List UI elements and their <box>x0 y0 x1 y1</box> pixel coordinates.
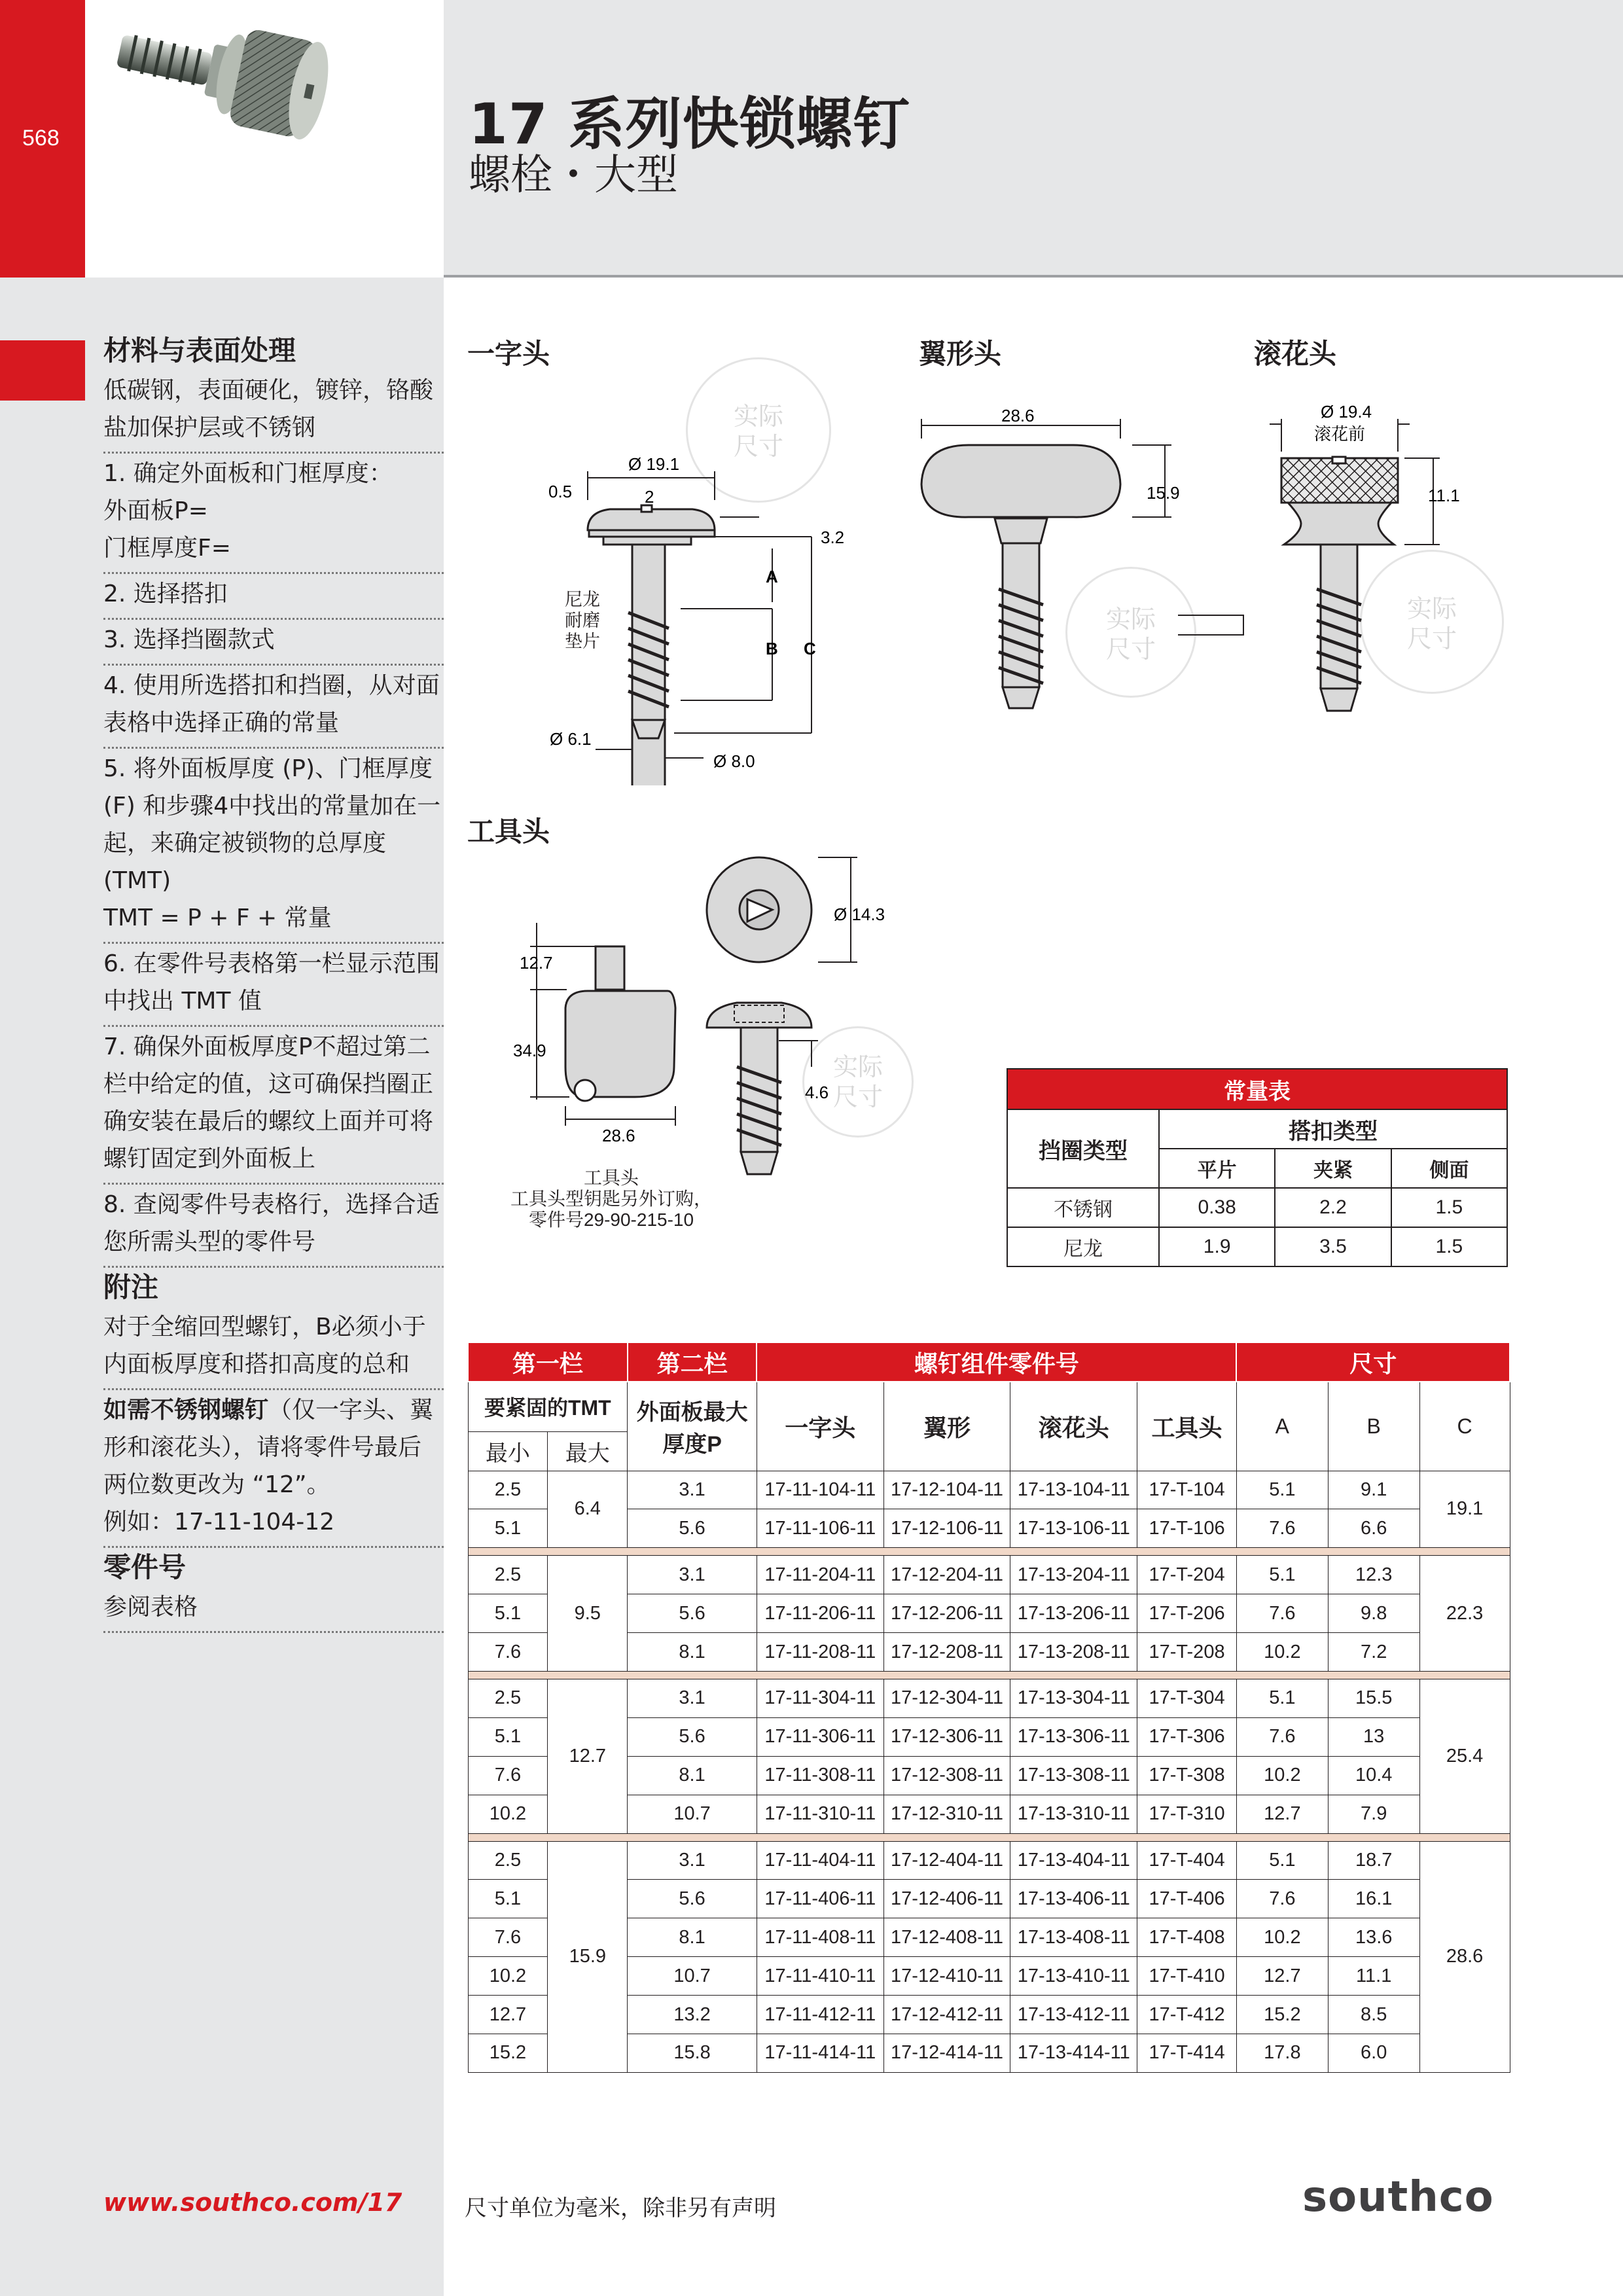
dim-a: A <box>766 567 778 586</box>
tool-caption-1: 工具头 <box>583 1168 639 1188</box>
dim-b-value: 7.9 <box>1328 1795 1419 1833</box>
part-slot: 17-11-204-11 <box>757 1556 883 1594</box>
part-slot: 17-11-410-11 <box>757 1957 883 1996</box>
product-photo <box>85 0 444 278</box>
part-slot: 17-11-404-11 <box>757 1841 883 1880</box>
part-knurl: 17-13-208-11 <box>1010 1633 1137 1672</box>
part-slot: 17-11-310-11 <box>757 1795 883 1833</box>
group-separator-cell <box>468 1671 1510 1679</box>
knurled-head-label: 滚花头 <box>1254 338 1337 370</box>
part-slot: 17-11-106-11 <box>757 1509 883 1548</box>
tmt-min: 10.2 <box>468 1795 548 1833</box>
part-wing: 17-12-208-11 <box>883 1633 1010 1672</box>
panel-thickness: 10.7 <box>628 1957 757 1996</box>
part-tool: 17-T-414 <box>1137 2034 1237 2072</box>
footer-url[interactable]: www.southco.com/17 <box>103 2188 402 2217</box>
part-tool: 17-T-410 <box>1137 1957 1237 1996</box>
dim-a-value: 10.2 <box>1236 1756 1328 1795</box>
tool-caption-3: 零件号29-90-215-10 <box>528 1210 694 1230</box>
constant-row <box>1007 1227 1507 1266</box>
part-slot: 17-11-208-11 <box>757 1633 883 1672</box>
col-retainer-type: 挡圈类型 <box>1007 1109 1159 1188</box>
tmt-min: 7.6 <box>468 1633 548 1672</box>
page-number: 568 <box>22 126 60 151</box>
dim-b-value: 16.1 <box>1328 1880 1419 1918</box>
dim-a-value: 15.2 <box>1236 1996 1328 2034</box>
tmt-min: 2.5 <box>468 1471 548 1509</box>
header-slot: 一字头 <box>757 1382 883 1471</box>
header-dims: 尺寸 <box>1236 1342 1510 1382</box>
constant-table <box>1007 1068 1508 1267</box>
dim-diameter-8-0: Ø 8.0 <box>713 751 755 771</box>
header-wing: 翼形 <box>883 1382 1010 1471</box>
part-wing: 17-12-410-11 <box>883 1957 1010 1996</box>
dim-a-value: 5.1 <box>1236 1471 1328 1509</box>
constant-value: 0.38 <box>1159 1188 1275 1227</box>
panel-thickness: 3.1 <box>628 1556 757 1594</box>
dim-a-value: 5.1 <box>1236 1556 1328 1594</box>
tmt-min: 7.6 <box>468 1756 548 1795</box>
table-row <box>468 1679 1510 1717</box>
part-slot: 17-11-408-11 <box>757 1918 883 1957</box>
part-wing: 17-12-306-11 <box>883 1717 1010 1756</box>
constant-table-title: 常量表 <box>1007 1069 1507 1109</box>
tmt-min: 10.2 <box>468 1957 548 1996</box>
panel-thickness: 8.1 <box>628 1918 757 1957</box>
part-table-body <box>468 1471 1510 2072</box>
panel-thickness: 8.1 <box>628 1633 757 1672</box>
tmt-min: 5.1 <box>468 1594 548 1633</box>
part-tool: 17-T-308 <box>1137 1756 1237 1795</box>
step-3: 3. 选择挡圈款式 <box>103 620 444 666</box>
dim-28-6: 28.6 <box>1001 406 1035 425</box>
part-tool: 17-T-310 <box>1137 1795 1237 1833</box>
sidebar-materials <box>103 331 444 1633</box>
dim-b-value: 12.3 <box>1328 1556 1419 1594</box>
part-slot: 17-11-412-11 <box>757 1996 883 2034</box>
dim-b: B <box>766 639 778 658</box>
part-wing: 17-12-404-11 <box>883 1841 1010 1880</box>
note-3: 例如：17-11-104-12 <box>103 1509 335 1535</box>
latch-clamp: 夹紧 <box>1275 1149 1391 1188</box>
tmt-min: 15.2 <box>468 2034 548 2072</box>
part-tool: 17-T-404 <box>1137 1841 1237 1880</box>
part-tool: 17-T-106 <box>1137 1509 1237 1548</box>
retainer-name: 尼龙 <box>1007 1227 1159 1266</box>
tool-caption-2: 工具头型钥匙另外订购， <box>510 1189 712 1209</box>
constant-value: 3.5 <box>1275 1227 1391 1266</box>
dim-a-value: 10.2 <box>1236 1633 1328 1672</box>
note-2-bold: 如需不锈钢螺钉 <box>103 1397 269 1424</box>
dim-b-value: 7.2 <box>1328 1633 1419 1672</box>
part-tool: 17-T-208 <box>1137 1633 1237 1672</box>
part-knurl: 17-13-414-11 <box>1010 2034 1137 2072</box>
part-wing: 17-12-304-11 <box>883 1679 1010 1717</box>
dim-a-value: 7.6 <box>1236 1594 1328 1633</box>
dim-a-value: 12.7 <box>1236 1795 1328 1833</box>
part-tool: 17-T-408 <box>1137 1918 1237 1957</box>
part-slot: 17-11-104-11 <box>757 1471 883 1509</box>
panel-thickness: 3.1 <box>628 1679 757 1717</box>
dim-c-value: 28.6 <box>1419 1841 1510 2072</box>
part-number-table <box>467 1342 1510 2073</box>
part-slot: 17-11-306-11 <box>757 1717 883 1756</box>
constant-value: 1.5 <box>1391 1227 1507 1266</box>
latch-flat: 平片 <box>1159 1149 1275 1188</box>
part-wing: 17-12-106-11 <box>883 1509 1010 1548</box>
dim-a-value: 7.6 <box>1236 1717 1328 1756</box>
dim-b-value: 6.6 <box>1328 1509 1419 1548</box>
part-wing: 17-12-414-11 <box>883 2034 1010 2072</box>
group-separator <box>468 1833 1510 1841</box>
notes-heading: 附注 <box>103 1271 159 1303</box>
constant-row <box>1007 1188 1507 1227</box>
panel-thickness: 5.6 <box>628 1509 757 1548</box>
part-wing: 17-12-408-11 <box>883 1918 1010 1957</box>
dim-3-2: 3.2 <box>821 528 845 547</box>
step-4: 4. 使用所选搭扣和挡圈，从对面表格中选择正确的常量 <box>103 666 444 749</box>
part-knurl: 17-13-206-11 <box>1010 1594 1137 1633</box>
constant-value: 2.2 <box>1275 1188 1391 1227</box>
tool-head-label: 工具头 <box>467 816 550 848</box>
header-divider <box>444 275 1623 278</box>
tmt-max: 12.7 <box>548 1679 628 1833</box>
panel-thickness: 3.1 <box>628 1471 757 1509</box>
part-tool: 17-T-104 <box>1137 1471 1237 1509</box>
part-knurl: 17-13-412-11 <box>1010 1996 1137 2034</box>
page-title: 17 系列快锁螺钉 <box>469 92 910 157</box>
southco-logo: southco <box>1302 2173 1494 2221</box>
part-wing: 17-12-406-11 <box>883 1880 1010 1918</box>
tmt-min: 2.5 <box>468 1556 548 1594</box>
wing-head-drawing <box>910 406 1250 746</box>
tmt-max: 15.9 <box>548 1841 628 2072</box>
header-min: 最小 <box>468 1431 548 1471</box>
part-knurl: 17-13-406-11 <box>1010 1880 1137 1918</box>
part-wing: 17-12-308-11 <box>883 1756 1010 1795</box>
latch-side: 侧面 <box>1391 1149 1507 1188</box>
dim-a-value: 5.1 <box>1236 1841 1328 1880</box>
header-col1: 第一栏 <box>468 1342 628 1382</box>
header-max: 最大 <box>548 1431 628 1471</box>
step-5-text: 5. 将外面板厚度 (P)、门框厚度 (F) 和步骤4中找出的常量加在一起，来确定被锁物的总厚度(TMT) <box>103 755 441 894</box>
constant-value: 1.5 <box>1391 1188 1507 1227</box>
header-knurl: 滚花头 <box>1010 1382 1137 1471</box>
part-knurl: 17-13-204-11 <box>1010 1556 1137 1594</box>
part-tool: 17-T-304 <box>1137 1679 1237 1717</box>
actual-size-stamp: 实际 尺寸 <box>1065 567 1196 698</box>
part-tool: 17-T-206 <box>1137 1594 1237 1633</box>
dim-b-value: 11.1 <box>1328 1957 1419 1996</box>
part-wing: 17-12-206-11 <box>883 1594 1010 1633</box>
constant-value: 1.9 <box>1159 1227 1275 1266</box>
group-separator <box>468 1671 1510 1679</box>
part-tool: 17-T-412 <box>1137 1996 1237 2034</box>
tmt-min: 2.5 <box>468 1841 548 1880</box>
header-col2: 第二栏 <box>628 1342 757 1382</box>
dim-15-9: 15.9 <box>1147 483 1180 503</box>
header-tmt: 要紧固的TMT <box>468 1382 628 1431</box>
dim-12-7: 12.7 <box>520 953 553 973</box>
dim-b-value: 18.7 <box>1328 1841 1419 1880</box>
step-1 <box>103 454 444 574</box>
materials-heading: 材料与表面处理 <box>103 334 296 367</box>
tmt-min: 2.5 <box>468 1679 548 1717</box>
slot-head-label: 一字头 <box>467 338 550 370</box>
part-slot: 17-11-206-11 <box>757 1594 883 1633</box>
retainer-name: 不锈钢 <box>1007 1188 1159 1227</box>
panel-thickness: 15.8 <box>628 2034 757 2072</box>
dim-a-value: 7.6 <box>1236 1509 1328 1548</box>
dim-b-value: 6.0 <box>1328 2034 1419 2072</box>
step-5 <box>103 749 444 944</box>
dim-c-value: 25.4 <box>1419 1679 1510 1833</box>
header-c: C <box>1419 1382 1510 1471</box>
parts-text: 参阅表格 <box>103 1587 444 1633</box>
group-separator-cell <box>468 1833 1510 1841</box>
panel-thickness: 5.6 <box>628 1880 757 1918</box>
page-subtitle: 螺栓・大型 <box>469 151 678 200</box>
tmt-min: 5.1 <box>468 1509 548 1548</box>
header-a: A <box>1236 1382 1328 1471</box>
part-knurl: 17-13-410-11 <box>1010 1957 1137 1996</box>
table-row <box>468 1556 1510 1594</box>
tmt-min: 7.6 <box>468 1918 548 1957</box>
dim-c: C <box>804 639 816 658</box>
part-knurl: 17-13-408-11 <box>1010 1918 1137 1957</box>
dim-diameter-19-1: Ø 19.1 <box>628 454 680 474</box>
part-slot: 17-11-406-11 <box>757 1880 883 1918</box>
part-knurl: 17-13-106-11 <box>1010 1509 1137 1548</box>
dim-a-value: 17.8 <box>1236 2034 1328 2072</box>
panel-thickness: 10.7 <box>628 1795 757 1833</box>
step-1-text: 1. 确定外面板和门框厚度： <box>103 460 393 487</box>
part-wing: 17-12-310-11 <box>883 1795 1010 1833</box>
dim-before-knurl: 滚花前 <box>1314 424 1366 444</box>
col-latch-type: 搭扣类型 <box>1159 1109 1507 1149</box>
dim-c-value: 22.3 <box>1419 1556 1510 1672</box>
dim-b-value: 15.5 <box>1328 1679 1419 1717</box>
part-knurl: 17-13-308-11 <box>1010 1756 1137 1795</box>
dim-0-5: 0.5 <box>548 482 573 501</box>
parts-heading: 零件号 <box>103 1551 187 1583</box>
step-1-panel: 外面板P= <box>103 497 208 524</box>
dim-c-value: 19.1 <box>1419 1471 1510 1548</box>
tmt-min: 5.1 <box>468 1880 548 1918</box>
part-tool: 17-T-204 <box>1137 1556 1237 1594</box>
part-knurl: 17-13-104-11 <box>1010 1471 1137 1509</box>
dim-diameter-14-3: Ø 14.3 <box>834 905 885 924</box>
dim-a-value: 12.7 <box>1236 1957 1328 1996</box>
step-6: 6. 在零件号表格第一栏显示范围中找出 TMT 值 <box>103 944 444 1027</box>
nylon-washer-note: 尼龙 耐磨 垫片 <box>565 590 600 651</box>
step-7: 7. 确保外面板厚度P不超过第二栏中给定的值，这可确保挡圈正确安装在最后的螺纹上面并可将螺钉固定到外面板上 <box>103 1027 444 1185</box>
actual-size-stamp: 实际 尺寸 <box>1360 550 1504 694</box>
dim-11-1: 11.1 <box>1428 486 1460 505</box>
panel-thickness: 3.1 <box>628 1841 757 1880</box>
step-1-frame: 门框厚度F= <box>103 535 231 562</box>
part-knurl: 17-13-304-11 <box>1010 1679 1137 1717</box>
part-slot: 17-11-414-11 <box>757 2034 883 2072</box>
dim-4-6: 4.6 <box>805 1083 829 1102</box>
part-knurl: 17-13-404-11 <box>1010 1841 1137 1880</box>
dim-b-value: 10.4 <box>1328 1756 1419 1795</box>
header-parts: 螺钉组件零件号 <box>757 1342 1236 1382</box>
header-b: B <box>1328 1382 1419 1471</box>
part-wing: 17-12-104-11 <box>883 1471 1010 1509</box>
dim-28-6-key: 28.6 <box>602 1126 635 1145</box>
dim-b-value: 9.1 <box>1328 1471 1419 1509</box>
tmt-min: 12.7 <box>468 1996 548 2034</box>
dim-a-value: 10.2 <box>1236 1918 1328 1957</box>
part-knurl: 17-13-310-11 <box>1010 1795 1137 1833</box>
header-panel: 外面板最大厚度P <box>628 1382 757 1471</box>
note-1: 对于全缩回型螺钉，B必须小于内面板厚度和搭扣高度的总和 <box>103 1307 444 1390</box>
panel-thickness: 13.2 <box>628 1996 757 2034</box>
panel-thickness: 5.6 <box>628 1717 757 1756</box>
tmt-min: 5.1 <box>468 1717 548 1756</box>
table-row <box>468 1841 1510 1880</box>
part-wing: 17-12-412-11 <box>883 1996 1010 2034</box>
dim-2: 2 <box>645 487 654 507</box>
tmt-max: 9.5 <box>548 1556 628 1672</box>
note-2 <box>103 1390 444 1548</box>
step-5-formula: TMT = P + F + 常量 <box>103 905 332 931</box>
tool-head-caption <box>487 1168 736 1230</box>
dim-b-value: 8.5 <box>1328 1996 1419 2034</box>
note-2-rest: （仅一字头、翼形和滚花头），请将零件号最后两位数更改为 “12”。 <box>103 1397 434 1498</box>
part-slot: 17-11-304-11 <box>757 1679 883 1717</box>
dim-a-value: 7.6 <box>1236 1880 1328 1918</box>
dim-a-value: 5.1 <box>1236 1679 1328 1717</box>
part-tool: 17-T-306 <box>1137 1717 1237 1756</box>
table-row <box>468 1471 1510 1509</box>
actual-size-stamp: 实际 尺寸 <box>686 357 831 503</box>
materials-text: 低碳钢，表面硬化，镀锌，铬酸盐加保护层或不锈钢 <box>103 370 444 454</box>
knurled-head-drawing <box>1243 393 1479 746</box>
wing-head-label: 翼形头 <box>919 338 1002 370</box>
part-tool: 17-T-406 <box>1137 1880 1237 1918</box>
dim-diameter-6-1: Ø 6.1 <box>550 729 592 749</box>
dim-b-value: 13.6 <box>1328 1918 1419 1957</box>
dim-b-value: 13 <box>1328 1717 1419 1756</box>
actual-size-stamp: 实际 尺寸 <box>802 1026 914 1138</box>
part-wing: 17-12-204-11 <box>883 1556 1010 1594</box>
dim-34-9: 34.9 <box>513 1041 546 1060</box>
step-8: 8. 查阅零件号表格行，选择合适您所需头型的零件号 <box>103 1185 444 1268</box>
sidebar-accent <box>0 340 85 401</box>
group-separator <box>468 1548 1510 1556</box>
panel-thickness: 8.1 <box>628 1756 757 1795</box>
header-tool: 工具头 <box>1137 1382 1237 1471</box>
dim-diameter-19-4: Ø 19.4 <box>1321 402 1372 422</box>
tmt-max: 6.4 <box>548 1471 628 1548</box>
group-separator-cell <box>468 1548 1510 1556</box>
footer-note: 尺寸单位为毫米，除非另有声明 <box>465 2195 776 2221</box>
part-slot: 17-11-308-11 <box>757 1756 883 1795</box>
part-knurl: 17-13-306-11 <box>1010 1717 1137 1756</box>
dim-b-value: 9.8 <box>1328 1594 1419 1633</box>
step-2: 2. 选择搭扣 <box>103 574 444 620</box>
panel-thickness: 5.6 <box>628 1594 757 1633</box>
